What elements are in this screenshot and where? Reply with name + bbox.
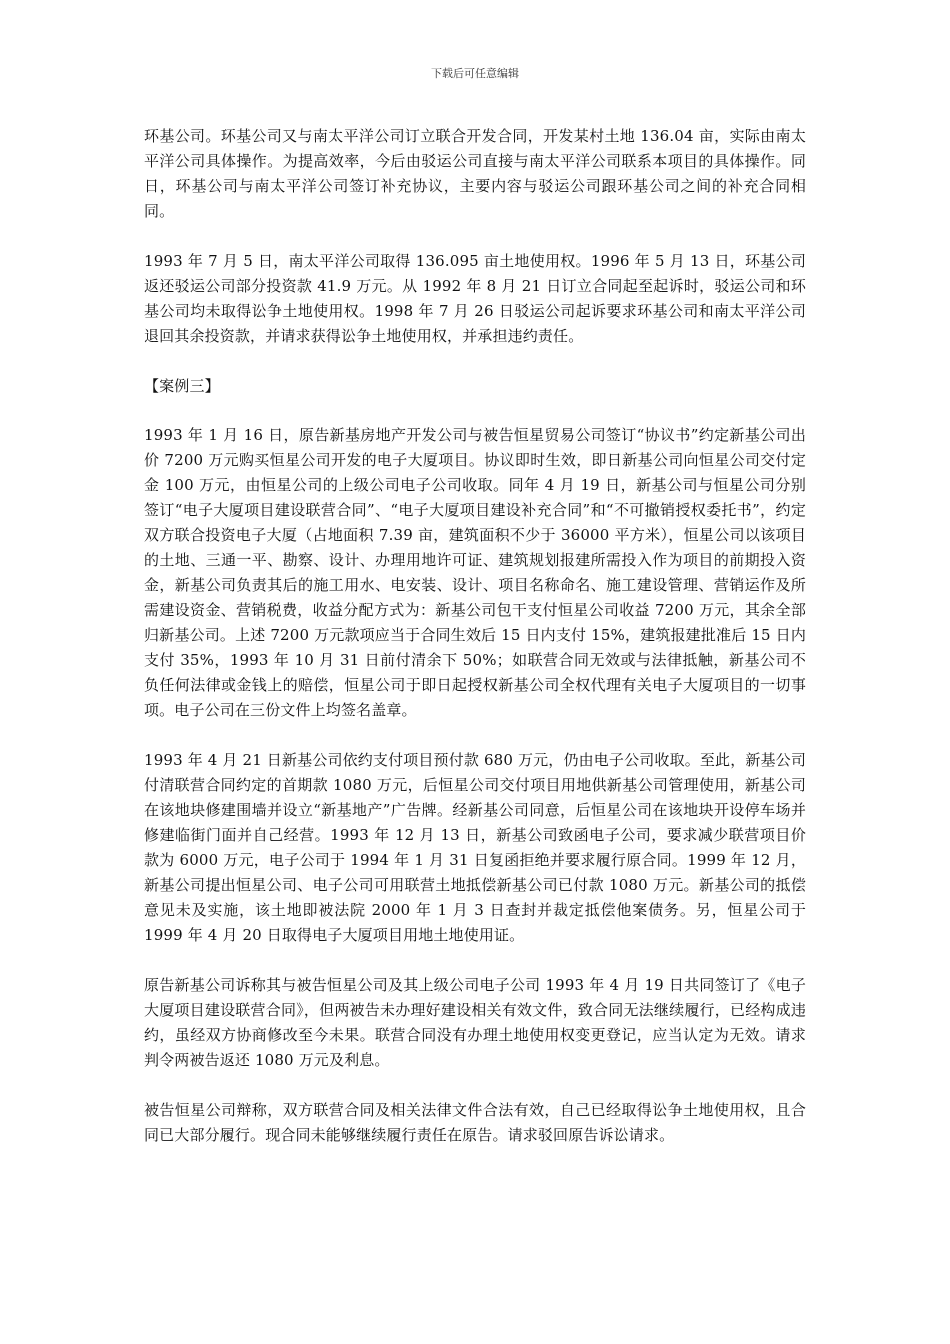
paragraph-6: 被告恒星公司辩称，双方联营合同及相关法律文件合法有效，自己已经取得讼争土地使用权，且合同已大部分履行。现合同未能够继续履行责任在原告。请求驳回原告诉讼请求。 bbox=[144, 1101, 806, 1144]
paragraph-1: 环基公司。环基公司又与南太平洋公司订立联合开发合同，开发某村土地 136.04 亩，实际由南太平洋公司具体操作。为提高效率，今后由驳运公司直接与南太平洋公司联系本项目的具体操作。同日，环基公司与南太平洋公司签订补充协议，主要内容与驳运公司跟环基公司之间的补充合同相同。 bbox=[144, 127, 806, 220]
page-header: 下载后可任意编辑 bbox=[431, 67, 519, 80]
document-body bbox=[144, 124, 806, 1173]
paragraph-4: 1993 年 4 月 21 日新基公司依约支付项目预付款 680 万元，仍由电子公司收取。至此，新基公司付清联营合同约定的首期款 1080 万元，后恒星公司交付项目用地供新基公司管理使用，新基公司在该地块修建围墙并设立“新基地产”广告牌。经新基公司同意，后恒星公司在该地块开设停车场并修建临街门面并自己经营。1993 年 12 月 13 日，新基公司致函电子公司，要求减少联营项目价款为 6000 万元，电子公司于 1994 年 1 月 31 日复函拒绝并要求履行原合同。1999 年 12 月，新基公司提出恒星公司、电子公司可用联营土地抵偿新基公司已付款 1080 万元。新基公司的抵偿意见未及实施，该土地即被法院 2000 年 1 月 3 日查封并裁定抵偿他案债务。另，恒星公司于 1999 年 4 月 20 日取得电子大厦项目用地土地使用证。 bbox=[144, 751, 806, 944]
case-three-heading: 【案例三】 bbox=[144, 377, 220, 395]
paragraph-2: 1993 年 7 月 5 日，南太平洋公司取得 136.095 亩土地使用权。1996 年 5 月 13 日，环基公司返还驳运公司部分投资款 41.9 万元。从 1992 年 8 月 21 日订立合同起至起诉时，驳运公司和环基公司均未取得讼争土地使用权。1998 年 7 月 26 日驳运公司起诉要求环基公司和南太平洋公司退回其余投资款，并请求获得讼争土地使用权，并承担违约责任。 bbox=[144, 252, 806, 345]
paragraph-5: 原告新基公司诉称其与被告恒星公司及其上级公司电子公司 1993 年 4 月 19 日共同签订了《电子大厦项目建设联营合同》，但两被告未办理好建设相关有效文件，致合同无法继续履行，已经构成违约，虽经双方协商修改至今未果。联营合同没有办理土地使用权变更登记，应当认定为无效。请求判令两被告返还 1080 万元及利息。 bbox=[144, 976, 806, 1069]
paragraph-3: 1993 年 1 月 16 日，原告新基房地产开发公司与被告恒星贸易公司签订“协议书”约定新基公司出价 7200 万元购买恒星公司开发的电子大厦项目。协议即时生效，即日新基公司向恒星公司交付定金 100 万元，由恒星公司的上级公司电子公司收取。同年 4 月 19 日，新基公司与恒星公司分别签订“电子大厦项目建设联营合同”、“电子大厦项目建设补充合同”和“不可撤销授权委托书”，约定双方联合投资电子大厦（占地面积 7.39 亩，建筑面积不少于 36000 平方米），恒星公司以该项目的土地、三通一平、勘察、设计、办理用地许可证、建筑规划报建所需投入作为项目的前期投入资金，新基公司负责其后的施工用水、电安装、设计、项目名称命名、施工建设管理、营销运作及所需建设资金、营销税费，收益分配方式为：新基公司包干支付恒星公司收益 7200 万元，其余全部归新基公司。上述 7200 万元款项应当于合同生效后 15 日内支付 15%，建筑报建批准后 15 日内支付 35%，1993 年 10 月 31 日前付清余下 50%；如联营合同无效或与法律抵触，新基公司不负任何法律或金钱上的赔偿，恒星公司于即日起授权新基公司全权代理有关电子大厦项目的一切事项。电子公司在三份文件上均签名盖章。 bbox=[144, 426, 806, 719]
